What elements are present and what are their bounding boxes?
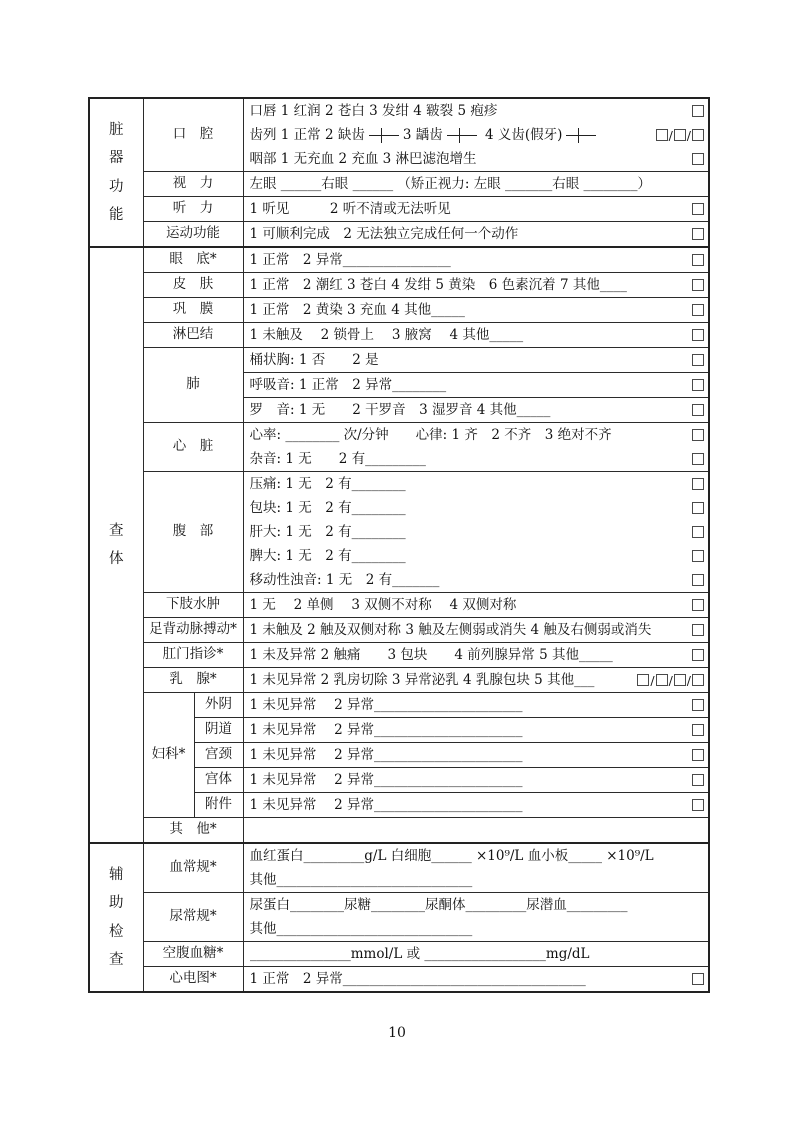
checkbox-group: / / [652,127,704,144]
row-content [243,818,709,844]
row-content-line [244,447,709,471]
row-label: 尿常规* [143,893,243,942]
checkbox-icon [692,279,704,291]
row-content-line [244,544,709,568]
checkbox-icon [656,129,668,141]
row-content-line [244,197,709,221]
checkbox-icon [692,749,704,761]
row-content [243,967,709,993]
checkbox-icon [692,699,704,711]
section-label-aux-exam [89,843,143,992]
row-content-line [244,942,709,966]
row-content [243,942,709,967]
row-content [243,843,709,893]
line-text: 其他_____________________________ [249,871,473,888]
subrow-label: 外阴 [194,693,243,718]
section-label-organ-function [89,98,143,247]
row-label: 下肢水肿 [143,593,243,618]
checkbox-icon [692,404,704,416]
table-row [89,593,709,618]
row-content-line [244,693,709,717]
checkbox-icon [674,129,686,141]
row-label: 空腹血糖* [143,942,243,967]
checkbox-icon [692,674,704,686]
line-text: 桶状胸: 1 否 2 是 [249,351,379,368]
row-label: 乳 腺* [143,668,243,693]
row-content-line [244,593,709,617]
row-label: 运动功能 [143,222,243,248]
line-text: 压痛: 1 无 2 有________ [249,475,406,492]
dental-chart-icon [566,128,596,143]
row-content-line [244,818,709,842]
row-label: 巩 膜 [143,298,243,323]
row-content [243,298,709,323]
line-text: 1 正常 2 黄染 3 充血 4 其他_____ [249,301,465,318]
row-label: 妇科* [143,693,194,818]
row-content-line [244,298,709,322]
row-content [243,98,709,172]
checkbox-icon [692,649,704,661]
row-content-line [244,743,709,767]
row-content [243,472,709,593]
row-content-line [244,323,709,347]
checkbox-icon [692,502,704,514]
line-text: 1 未见异常 2 异常______________________ [249,771,523,788]
line-text: 1 未见异常 2 异常______________________ [249,746,523,763]
row-content-line [244,967,709,991]
row-content [243,398,709,423]
row-content [243,373,709,398]
table-row [89,323,709,348]
row-label: 淋巴结 [143,323,243,348]
row-content-line [244,668,709,692]
subrow-label: 宫体 [194,768,243,793]
line-text: 口唇 1 红润 2 苍白 3 发绀 4 皲裂 5 疱疹 [249,102,498,119]
row-content [243,323,709,348]
row-content-line [244,520,709,544]
line-text: 移动性浊音: 1 无 2 有_______ [249,571,440,588]
table-row [89,348,709,373]
checkbox-icon [692,799,704,811]
row-content-line [244,273,709,297]
subrow-label: 附件 [194,793,243,818]
table-row [89,247,709,273]
row-content [243,768,709,793]
row-content-line [244,496,709,520]
row-content [243,643,709,668]
line-text: 1 无 2 单侧 3 双侧不对称 4 双侧对称 [249,596,517,613]
line-text: 呼吸音: 1 正常 2 异常________ [249,376,447,393]
line-text: 1 正常 2 异常________________ [249,251,451,268]
line-text: 1 未及异常 2 触痛 3 包块 4 前列腺异常 5 其他_____ [249,646,613,663]
table-row [89,273,709,298]
section-label-text: 辅助检查 [108,866,124,968]
row-content [243,718,709,743]
row-content-line [244,893,709,917]
line-text: 1 听见 2 听不清或无法听见 [249,200,451,217]
table-row [89,172,709,197]
table-row [89,222,709,248]
checkbox-icon [692,153,704,165]
row-content [243,222,709,248]
checkbox-icon [692,724,704,736]
checkbox-icon [692,574,704,586]
line-text: 1 未触及 2 锁骨上 3 腋窝 4 其他_____ [249,326,524,343]
row-content-line [244,844,709,868]
dental-chart-icon [447,128,477,143]
subrow-label: 宫颈 [194,743,243,768]
table-row [89,618,709,643]
page-number: 10 [388,1025,406,1041]
line-text: 1 未见异常 2 异常______________________ [249,796,523,813]
line-text: 1 正常 2 异常____________________________________ [249,970,586,987]
checkbox-group: / / / [633,672,704,689]
row-content [243,423,709,472]
row-label: 腹 部 [143,472,243,593]
table-row [89,423,709,472]
checkbox-icon [692,774,704,786]
checkbox-icon [692,526,704,538]
row-content-line [244,768,709,792]
line-text: 心率: ________ 次/分钟 心律: 1 齐 2 不齐 3 绝对不齐 [249,426,612,443]
row-label: 其 他* [143,818,243,844]
row-label: 血常规* [143,843,243,893]
row-label: 心电图* [143,967,243,993]
line-text: 罗 音: 1 无 2 干罗音 3 湿罗音 4 其他_____ [249,401,551,418]
checkbox-icon [692,478,704,490]
dental-chart-icon [369,128,399,143]
table-row [89,98,709,172]
checkbox-icon [692,550,704,562]
row-content [243,172,709,197]
row-content-line [244,718,709,742]
row-content [243,348,709,373]
row-content-line [244,868,709,892]
line-text: 1 可顺利完成 2 无法独立完成任何一个动作 [249,225,519,242]
table-row [89,472,709,593]
row-content [243,693,709,718]
row-label: 心 脏 [143,423,243,472]
checkbox-icon [637,674,649,686]
subrow-label: 阴道 [194,718,243,743]
row-content-line [244,618,709,642]
row-content-line [244,472,709,496]
row-content [243,793,709,818]
checkbox-icon [656,674,668,686]
row-content [243,593,709,618]
table-row [89,298,709,323]
line-text: 1 未见异常 2 异常______________________ [249,721,523,738]
row-label: 眼 底* [143,247,243,273]
line-text: 左眼 ______右眼 ______ （矫正视力: 左眼 _______右眼 ________） [249,175,652,192]
row-content [243,247,709,273]
checkbox-icon [692,599,704,611]
row-content-line [244,568,709,592]
section-label-physical-exam [89,247,143,843]
row-content [243,273,709,298]
row-content-line [244,99,709,123]
row-content-line [244,348,709,372]
section-label-text: 脏器功能 [108,121,124,223]
table-row [89,893,709,942]
row-content [243,197,709,222]
checkbox-icon [692,203,704,215]
row-content [243,668,709,693]
checkbox-icon [692,453,704,465]
section-label-text: 查体 [108,522,124,567]
line-text: _______________mmol/L 或 __________________mg/dL [249,945,590,962]
row-content [243,893,709,942]
row-content-line [244,147,709,171]
exam-table [88,97,710,993]
checkbox-icon [692,304,704,316]
line-text: 杂音: 1 无 2 有_________ [249,450,426,467]
row-content-line [244,793,709,817]
line-text: 包块: 1 无 2 有________ [249,499,406,516]
row-label: 听 力 [143,197,243,222]
row-label: 足背动脉搏动* [143,618,243,643]
line-text: 1 未见异常 2 异常______________________ [249,696,523,713]
checkbox-icon [692,228,704,240]
row-content-line [244,172,709,196]
line-text: 1 正常 2 潮红 3 苍白 4 发绀 5 黄染 6 色素沉着 7 其他____ [249,276,627,293]
line-text: 脾大: 1 无 2 有________ [249,547,406,564]
row-content-line [244,643,709,667]
table-row [89,967,709,993]
line-text: 尿蛋白________尿糖________尿酮体_________尿潜血_________ [249,896,628,913]
checkbox-icon [692,254,704,266]
table-row [89,693,709,718]
row-label: 视 力 [143,172,243,197]
row-content-line [244,123,709,147]
table-row [89,643,709,668]
row-content-line [244,222,709,246]
row-label: 肛门指诊* [143,643,243,668]
row-content-line [244,423,709,447]
line-text: 1 未触及 2 触及双侧对称 3 触及左侧弱或消失 4 触及右侧弱或消失 [249,621,652,638]
checkbox-icon [692,354,704,366]
table-row [89,818,709,844]
checkbox-icon [692,379,704,391]
line-text: 肝大: 1 无 2 有________ [249,523,406,540]
table-row [89,668,709,693]
table-row [89,942,709,967]
checkbox-icon [674,674,686,686]
checkbox-icon [692,429,704,441]
row-content [243,618,709,643]
row-label: 口 腔 [143,98,243,172]
row-content-line [244,917,709,941]
line-text: 齿列 1 正常 2 缺齿 3 龋齿 4 义齿(假牙) [250,127,652,144]
checkbox-icon [692,973,704,985]
line-text: 血红蛋白_________g/L 白细胞______ ×10⁹/L 血小板_____ ×10⁹/L [249,847,654,864]
checkbox-icon [692,129,704,141]
checkbox-icon [692,624,704,636]
line-text: 1 未见异常 2 乳房切除 3 异常泌乳 4 乳腺包块 5 其他___ [249,671,595,688]
row-content-line [244,248,709,272]
row-content-line [244,373,709,397]
checkbox-icon [692,329,704,341]
row-label: 肺 [143,348,243,423]
row-content [243,743,709,768]
checkbox-icon [692,105,704,117]
table-row [89,843,709,893]
table-row [89,197,709,222]
line-text: 其他_____________________________ [249,920,473,937]
line-text: 咽部 1 无充血 2 充血 3 淋巴滤泡增生 [249,150,477,167]
row-label: 皮 肤 [143,273,243,298]
row-content-line [244,398,709,422]
